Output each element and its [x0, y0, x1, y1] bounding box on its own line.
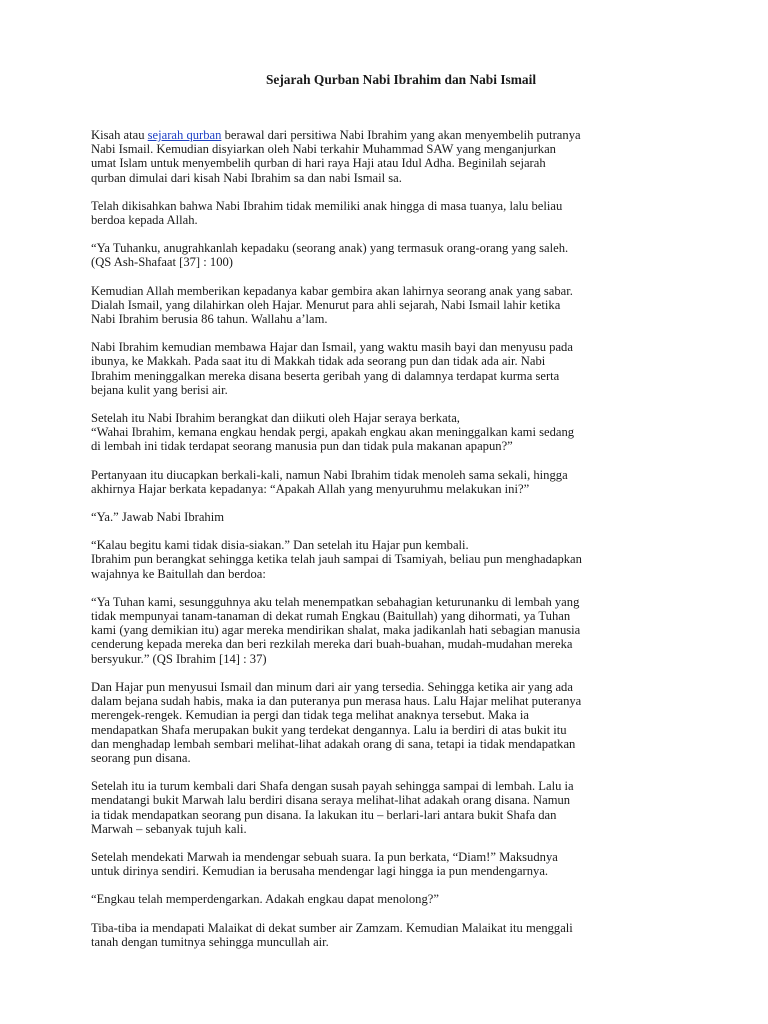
paragraph-intro — [91, 128, 691, 185]
paragraph: “Engkau telah memperdengarkan. Adakah engkau dapat menolong?” — [91, 892, 439, 907]
paragraph: Kemudian Allah memberikan kepadanya kabar gembira akan lahirnya seorang anak yang sabar. Dialah Ismail, yang dilahirkan oleh Hajar. Menurut para ahli sejarah, Nabi Ismail lahir ketika Nabi Ibrahim berusia 86 tahun. Wallahu a’lam. — [91, 283, 573, 327]
paragraph: “Ya.” Jawab Nabi Ibrahim — [91, 510, 225, 525]
intro-text-before-link: Kisah atau — [91, 128, 148, 142]
intro-text-after-link: berawal dari persitiwa Nabi Ibrahim yang akan menyembelih putranya Nabi Ismail. Kemudian disyiarkan oleh Nabi terkahir Muhammad SAW yang menganjurkan umat Islam untuk menyembelih qurban di hari raya Haji atau Idul Adha. Beginilah sejarah qurban dimulai dari kisah Nabi Ibrahim sa dan nabi Ismail sa. — [91, 128, 581, 185]
paragraph: Setelah mendekati Marwah ia mendengar sebuah suara. Ia pun berkata, “Diam!” Maksudnya untuk dirinya sendiri. Kemudian ia berusaha mendengar lagi hingga ia pun mendengarnya. — [91, 849, 558, 879]
paragraph: “Ya Tuhan kami, sesungguhnya aku telah menempatkan sebahagian keturunanku di lembah yang tidak mempunyai tanam-tanaman di dekat rumah Engkau (Baitullah) yang dihormati, ya Tuhan kami (yang demikian itu) agar mereka mendirikan shalat, maka jadikanlah hati sebagian manusia cenderung kepada mereka dan beri rezkilah mereka dari buah-buahan, mudah-mudahan mereka bersyukur.” (QS Ibrahim [14] : 37) — [91, 594, 581, 666]
paragraph: Setelah itu ia turum kembali dari Shafa dengan susah payah sehingga sampai di lembah. Lalu ia mendatangi bukit Marwah lalu berdiri disana seraya melihat-lihat adakah orang disana. Namun ia tidak mendapatkan seorang pun disana. Ia lakukan itu – berlari-lari antara bukit Shafa dan Marwah – sebanyak tujuh kali. — [91, 779, 574, 836]
paragraph: “Ya Tuhanku, anugrahkanlah kepadaku (seorang anak) yang termasuk orang-orang yang saleh. (QS Ash-Shafaat [37] : 100) — [91, 241, 569, 270]
document-title: Sejarah Qurban Nabi Ibrahim dan Nabi Ismail — [265, 72, 537, 87]
paragraph: Setelah itu Nabi Ibrahim berangkat dan diikuti oleh Hajar seraya berkata, “Wahai Ibrahim, kemana engkau hendak pergi, apakah engkau akan meninggalkan kami sedang di lembah ini tidak terdapat seorang manusia pun dan tidak pula makanan apapun?” — [91, 411, 575, 454]
paragraph: Nabi Ibrahim kemudian membawa Hajar dan Ismail, yang waktu masih bayi dan menyusu pada ibunya, ke Makkah. Pada saat itu di Makkah tidak ada seorang pun dan tidak ada air. Nabi Ibrahim meninggalkan mereka disana beserta geribah yang di dalamnya terdapat kurma serta bejana kulit yang berisi air. — [91, 340, 573, 397]
paragraph: Telah dikisahkan bahwa Nabi Ibrahim tidak memiliki anak hingga di masa tuanya, lalu beliau berdoa kepada Allah. — [91, 198, 563, 228]
paragraph: Pertanyaan itu diucapkan berkali-kali, namun Nabi Ibrahim tidak menoleh sama sekali, hingga akhirnya Hajar berkata kepadanya: “Apakah Allah yang menyuruhmu melakukan ini?” — [91, 467, 568, 496]
paragraph: Tiba-tiba ia mendapati Malaikat di dekat sumber air Zamzam. Kemudian Malaikat itu menggali tanah dengan tumitnya sehingga muncullah air. — [91, 920, 573, 949]
paragraph: Dan Hajar pun menyusui Ismail dan minum dari air yang tersedia. Sehingga ketika air yang ada dalam bejana sudah habis, maka ia dan puteranya pun merasa haus. Lalu Hajar melihat puteranya merengek-rengek. Kemudian ia pergi dan tidak tega melihat anaknya tersebut. Maka ia mendapatkan Shafa merupakan bukit yang terdekat dengannya. Lalu ia berdiri di atas bukit itu dan menghadap lembah sembari melihat-lihat adakah orang di sana, tetapi ia tidak mendapatkan seorang pun disana. — [91, 679, 582, 765]
document-page — [91, 72, 691, 949]
paragraph: “Kalau begitu kami tidak disia-siakan.” Dan setelah itu Hajar pun kembali. Ibrahim pun berangkat sehingga ketika telah jauh sampai di Tsamiyah, beliau pun menghadapkan wajahnya ke Baitullah dan berdoa: — [91, 538, 582, 581]
sejarah-qurban-link[interactable]: sejarah qurban — [147, 128, 222, 142]
